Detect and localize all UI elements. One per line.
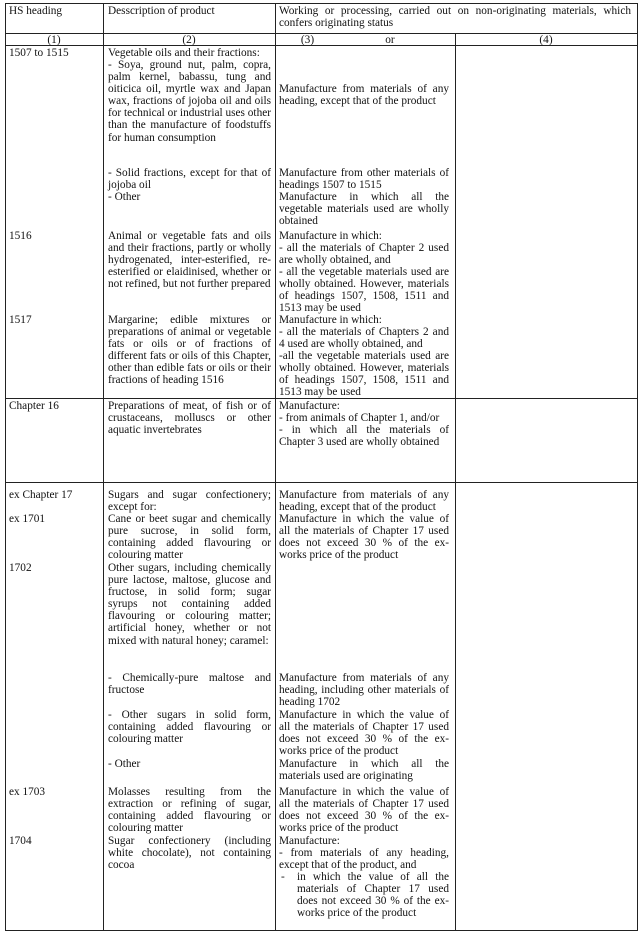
rule-ex-1701: Manufacture in which the value of all the materials of Chapter 17 used does not exceed 30 % of the ex-works price of the product — [279, 513, 449, 562]
rule-1702-other: Manufacture in which all the materials used are originating — [279, 758, 449, 783]
description-1702-other: - Other — [108, 758, 141, 770]
rule-1516-chapter2: - all the materials of Chapter 2 used are wholly obtained, and — [279, 242, 449, 267]
rule-1507-solid: Manufacture from other materials of headings 1507 to 1515 — [279, 167, 449, 192]
column-number-4: (4) — [539, 34, 553, 46]
hs-heading-chapter-16: Chapter 16 — [9, 400, 59, 412]
rule-1702-solid: Manufacture in which the value of all the materials of Chapter 17 used does not exceed 30 % of the ex-works price of the product — [279, 709, 449, 758]
hs-heading-1507-1515: 1507 to 1515 — [9, 47, 69, 59]
hs-heading-1704: 1704 — [9, 835, 32, 847]
column-number-2: (2) — [182, 34, 196, 46]
rule-1702-maltose: Manufacture from materials of any heading, including other materials of heading 1702 — [279, 672, 449, 709]
description-1507-title: Vegetable oils and their fractions: — [108, 47, 260, 59]
column-header-description: Desscription of product — [108, 5, 215, 17]
description-1507-other: - Other — [108, 191, 141, 203]
rule-1517-chapters: - all the materials of Chapters 2 and 4 used are wholly obtained, and — [279, 326, 449, 351]
column-number-1: (1) — [47, 34, 61, 46]
rule-1517-vegetable: -all the vegetable materials used are wholly obtained. However, materials of headings 1507, 1508, 1511 and 1513 may be used — [279, 350, 449, 399]
hs-heading-1517: 1517 — [9, 314, 32, 326]
description-ex-1701: Cane or beet sugar and chemically pure sucrose, in solid form, containing added flavouring or colouring matter — [108, 513, 271, 562]
column-header-hs-heading: HS heading — [9, 5, 63, 17]
description-1516: Animal or vegetable fats and oils and their fractions, partly or wholly hydrogenated, inter-esterified, re-esterified or elaidinised, whether or not refined, but not further prepared — [108, 230, 271, 291]
description-chapter-16: Preparations of meat, of fish or of crustaceans, molluscs or other aquatic invertebrates — [108, 400, 271, 437]
description-ex-chapter-17: Sugars and sugar confectionery; except for: — [108, 489, 271, 514]
hs-heading-ex-chapter-17: ex Chapter 17 — [9, 489, 73, 501]
column-number-3: (3) — [300, 34, 315, 46]
hs-heading-1702: 1702 — [9, 562, 32, 574]
hs-heading-ex-1701: ex 1701 — [9, 513, 46, 525]
description-ex-1703: Molasses resulting from the extraction or refining of sugar, containing added flavouring or colouring matter — [108, 786, 271, 835]
rule-1516-intro: Manufacture in which: — [279, 230, 382, 242]
description-1507-solid: - Solid fractions, except for that of jojoba oil — [108, 167, 271, 192]
column-or-label: or — [385, 34, 395, 46]
description-1704: Sugar confectionery (including white chocolate), not containing cocoa — [108, 835, 271, 872]
rule-1507-other: Manufacture in which all the vegetable materials used are wholly obtained — [279, 191, 449, 228]
rule-chapter-16-animals: - from animals of Chapter 1, and/or — [279, 412, 440, 424]
rule-ex-chapter-17: Manufacture from materials of any heading, except that of the product — [279, 489, 449, 514]
rule-chapter-16-fish: - in which all the materials of Chapter 3 used are wholly obtained — [279, 424, 449, 449]
description-1517: Margarine; edible mixtures or preparations of animal or vegetable fats or oils or of fractions of different fats or oils of this Chapter, other than edible fats or oils or their fractions of heading 1516 — [108, 314, 271, 387]
rule-1704-intro: Manufacture: — [279, 835, 340, 847]
description-1702-title: Other sugars, including chemically pure lactose, maltose, glucose and fructose, in solid form; sugar syrups not containing added flavouring or colouring matter; artificial honey, whether or not mixed with natural honey; caramel: — [108, 562, 271, 647]
column-header-working-processing: Working or processing, carried out on non-originating materials, which confers originating status — [279, 5, 631, 30]
rule-chapter-16-intro: Manufacture: — [279, 400, 340, 412]
description-1507-soya: - Soya, ground nut, palm, copra, palm kernel, babassu, tung and oiticica oil, myrtle wax and Japan wax, fractions of jojoba oil and oils for technical or industrial uses other than the manufacture of foodstuffs for human consumption — [108, 59, 271, 144]
description-1702-solid: - Other sugars in solid form, containing added flavouring or colouring matter — [108, 709, 271, 746]
rule-1704-value-limit: in which the value of all the materials of Chapter 17 used does not exceed 30 % of the ex-works price of the product — [297, 871, 449, 920]
hs-heading-ex-1703: ex 1703 — [9, 786, 46, 798]
rule-1704-any-heading: - from materials of any heading, except that of the product, and — [279, 847, 449, 872]
rule-1507-soya: Manufacture from materials of any heading, except that of the product — [279, 83, 449, 108]
rule-1517-intro: Manufacture in which: — [279, 314, 382, 326]
rule-1704-dash: - — [281, 871, 285, 883]
hs-heading-1516: 1516 — [9, 230, 32, 242]
rule-ex-1703: Manufacture in which the value of all the materials of Chapter 17 used does not exceed 30 % of the ex-works price of the product — [279, 786, 449, 835]
description-1702-maltose: - Chemically-pure maltose and fructose — [108, 672, 271, 697]
rule-1516-vegetable: - all the vegetable materials used are wholly obtained. However, materials of headings 1507, 1508, 1511 and 1513 may be used — [279, 266, 449, 315]
